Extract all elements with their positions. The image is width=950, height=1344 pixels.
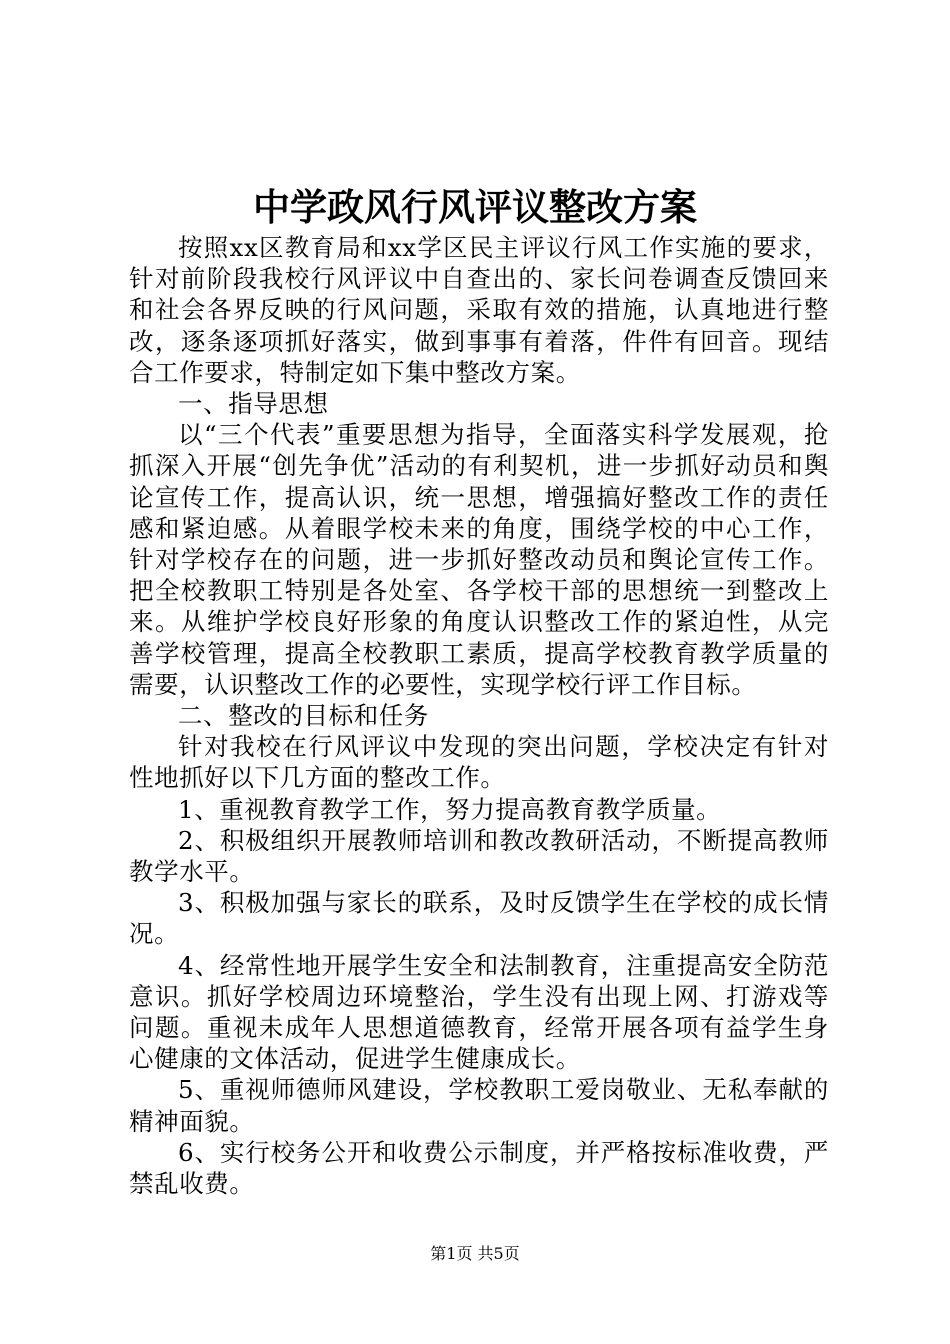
list-item-5: 5、重视师德师风建设，学校教职工爱岗敬业、无私奉献的精神面貌。 bbox=[129, 1075, 829, 1136]
list-item-3: 3、积极加强与家长的联系，及时反馈学生在学校的成长情况。 bbox=[129, 888, 829, 949]
page-footer: 第1页 共5页 bbox=[430, 1244, 520, 1263]
section-heading-guiding-ideology: 一、指导思想 bbox=[178, 389, 329, 419]
goals-intro-paragraph: 针对我校在行风评议中发现的突出问题，学校决定有针对性地抓好以下几方面的整改工作。 bbox=[129, 732, 829, 793]
document-title: 中学政风行风评议整改方案 bbox=[253, 185, 697, 229]
section-heading-goals-tasks: 二、整改的目标和任务 bbox=[178, 701, 429, 731]
list-item-4: 4、经常性地开展学生安全和法制教育，注重提高安全防范意识。抓好学校周边环境整治，学生没有出现上网、打游戏等问题。重视未成年人思想道德教育，经常开展各项有益学生身心健康的文体活动，促进学生健康成长。 bbox=[129, 950, 829, 1074]
list-item-1: 1、重视教育教学工作，努力提高教育教学质量。 bbox=[178, 794, 722, 824]
list-item-2: 2、积极组织开展教师培训和教改教研活动，不断提高教师教学水平。 bbox=[129, 825, 829, 887]
list-item-6: 6、实行校务公开和收费公示制度，并严格按标准收费，严禁乱收费。 bbox=[129, 1137, 829, 1199]
document-body bbox=[129, 232, 829, 1199]
guiding-ideology-paragraph: 以“三个代表”重要思想为指导，全面落实科学发展观，抢抓深入开展“创先争优”活动的有利契机，进一步抓好动员和舆论宣传工作，提高认识，统一思想，增强搞好整改工作的责任感和紧迫感。从着眼学校未来的角度，围绕学校的中心工作，针对学校存在的问题，进一步抓好整改动员和舆论宣传工作。把全校教职工特别是各处室、各学校干部的思想统一到整改上来。从维护学校良好形象的角度认识整改工作的紧迫性，从完善学校管理，提高全校教职工素质，提高学校教育教学质量的需要，认识整改工作的必要性，实现学校行评工作目标。 bbox=[129, 420, 829, 699]
intro-paragraph: 按照xx区教育局和xx学区民主评议行风工作实施的要求，针对前阶段我校行风评议中自查出的、家长问卷调查反馈回来和社会各界反映的行风问题，采取有效的措施，认真地进行整改，逐条逐项抓好落实，做到事事有着落，件件有回音。现结合工作要求，特制定如下集中整改方案。 bbox=[129, 233, 829, 387]
